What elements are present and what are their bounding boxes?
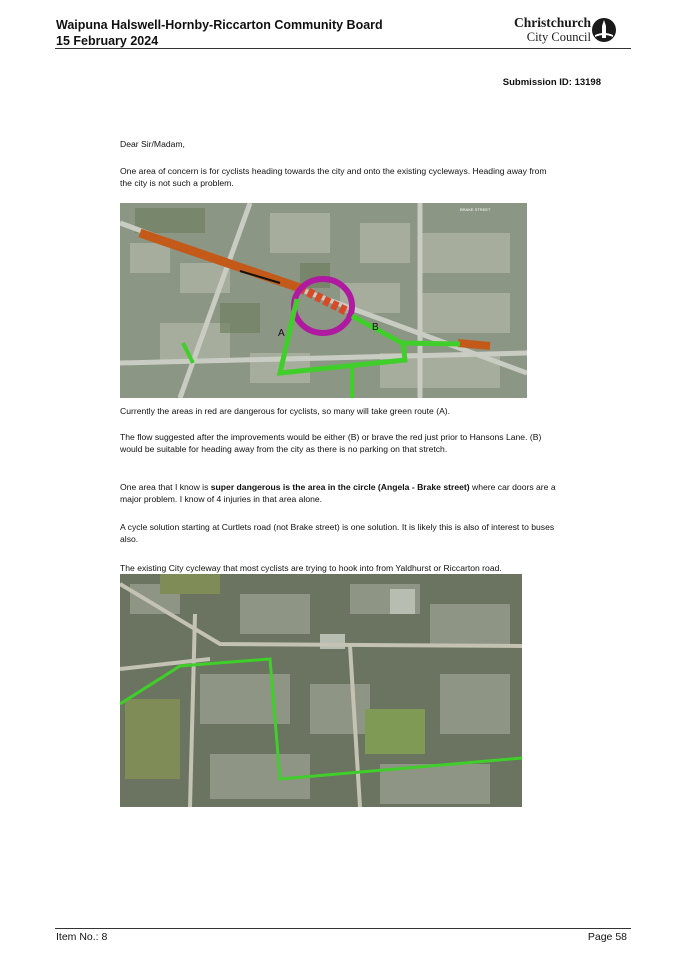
map2-illustration [120,574,522,807]
paragraph-3-start: One area that I know is [120,482,211,492]
paragraph-1: One area of concern is for cyclists heading towards the city and onto the existing cycleways. Heading away from the city is not such a problem. [120,166,547,188]
paragraph-3-end: where car doors are a major problem. I know of 4 injuries in that area alone. [120,482,556,504]
paragraph-3 [120,481,560,505]
route-b-label: B [372,322,379,333]
salutation: Dear Sir/Madam, [120,139,185,149]
item-number: Item No.: 8 [56,931,108,943]
logo-line2: City Council [526,30,591,44]
aerial-map-brake-street [120,203,527,398]
page-number: Page 58 [587,931,627,943]
ccc-cathedral-logo-icon [591,17,617,43]
aerial-map-city-cycleway [120,574,522,807]
board-name: Waipuna Halswell-Hornby-Riccarton Community Board [56,18,383,32]
route-a-label: A [278,328,285,339]
meeting-date: 15 February 2024 [56,34,159,48]
header-rule [55,48,631,49]
submission-id: Submission ID: 13198 [502,77,601,88]
street-label: BRAKE STREET [460,207,491,212]
council-logo [505,16,627,46]
logo-line1: Christchurch [513,15,591,30]
map-illustration [120,203,527,398]
paragraph-4: A cycle solution starting at Curtlets road (not Brake street) is one solution. It is likely this is also of interest to buses also. [120,522,555,544]
footer-rule [55,928,631,929]
paragraph-3-bold: super dangerous is the area in the circle (Angela - Brake street) [210,482,470,492]
header-title [56,17,383,49]
caption-2: The existing City cycleway that most cyclists are trying to hook into from Yaldhurst or Riccarton road. [120,563,502,573]
caption-1: Currently the areas in red are dangerous for cyclists, so many will take green route (A). [120,406,451,416]
paragraph-2: The flow suggested after the improvements would be either (B) or brave the red just prior to Hansons Lane. (B) would be suitable for heading away from the city as there is no parking on that stretch. [120,432,542,454]
